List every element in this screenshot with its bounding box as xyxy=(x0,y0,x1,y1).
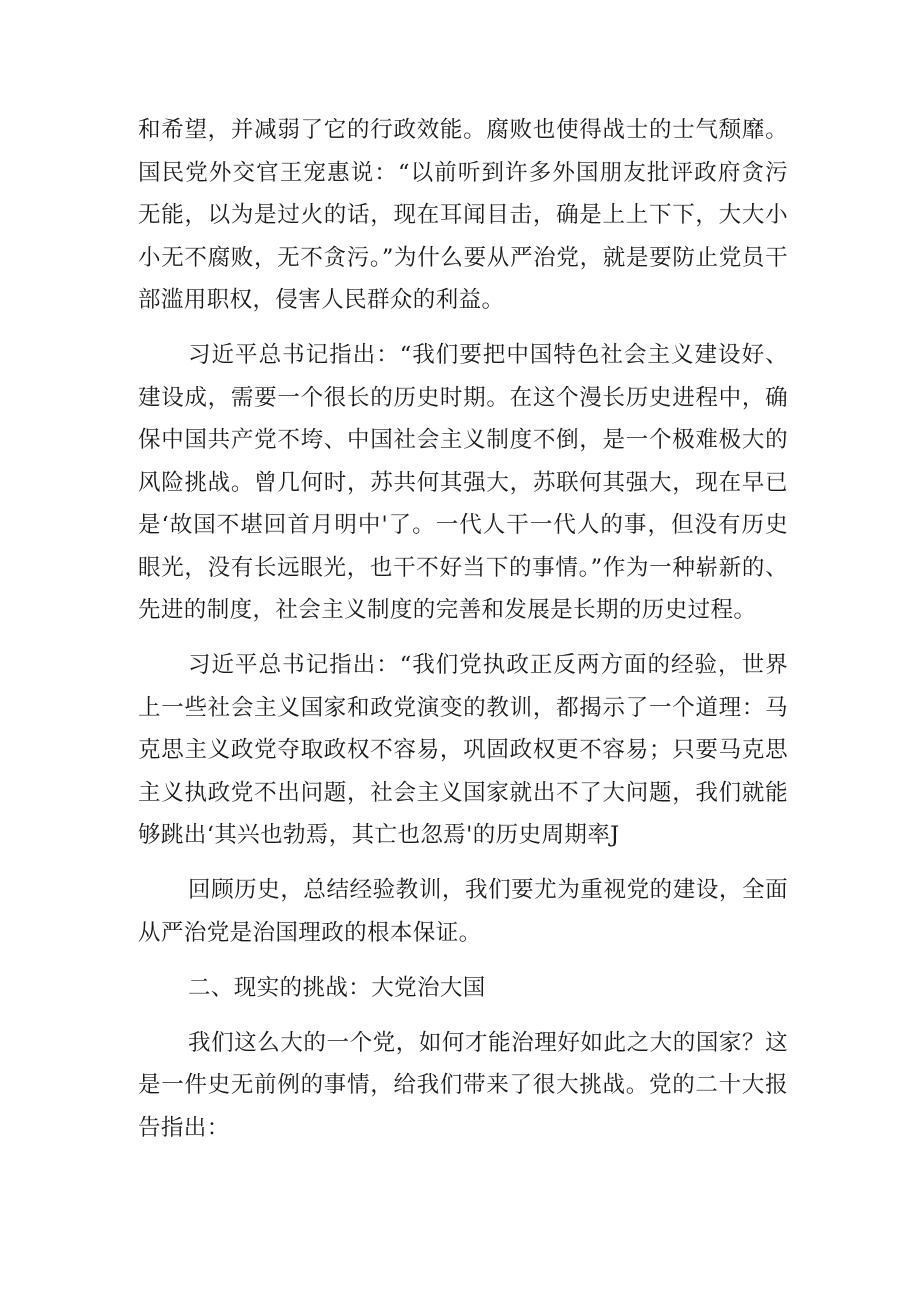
paragraph-quote-1: 习近平总书记指出：“我们要把中国特色社会主义建设好、建设成，需要一个很长的历史时期。在这个漫长历史进程中，确保中国共产党不垮、中国社会主义制度不倒，是一个极难极大的风险挑战。曾几何时，苏共何其强大，苏联何其强大，现在早已是‘故国不堪回首月明中'了。一代人干一代人的事，但没有历史眼光，没有长远眼光，也干不好当下的事情。”作为一种崭新的、先进的制度，社会主义制度的完善和发展是长期的历史过程。 xyxy=(138,342,788,623)
paragraph-continuation: 和希望，并减弱了它的行政效能。腐败也使得战士的士气颓靡。国民党外交官王宠惠说：“以前听到许多外国朋友批评政府贪污无能，以为是过火的话，现在耳闻目击，确是上上下下，大大小小无不腐败，无不贪污。”为什么要从严治党，就是要防止党员干部滥用职权，侵害人民群众的利益。 xyxy=(138,117,788,313)
document-body xyxy=(138,109,788,1162)
paragraph-challenge: 我们这么大的一个党，如何才能治理好如此之大的国家？这是一件史无前例的事情，给我们带来了很大挑战。党的二十大报告指出： xyxy=(138,1029,788,1141)
paragraph-quote-2: 习近平总书记指出：“我们党执政正反两方面的经验，世界上一些社会主义国家和政党演变的教训，都揭示了一个道理：马克思主义政党夺取政权不容易，巩固政权更不容易；只要马克思主义执政党不出问题，社会主义国家就出不了大问题，我们就能够跳出‘其兴也勃焉，其亡也忽焉'的历史周期率J xyxy=(138,652,788,848)
paragraph-review: 回顾历史，总结经验教训，我们要尤为重视党的建设，全面从严治党是治国理政的根本保证。 xyxy=(138,877,788,946)
section-heading: 二、现实的挑战：大党治大国 xyxy=(188,974,486,1001)
